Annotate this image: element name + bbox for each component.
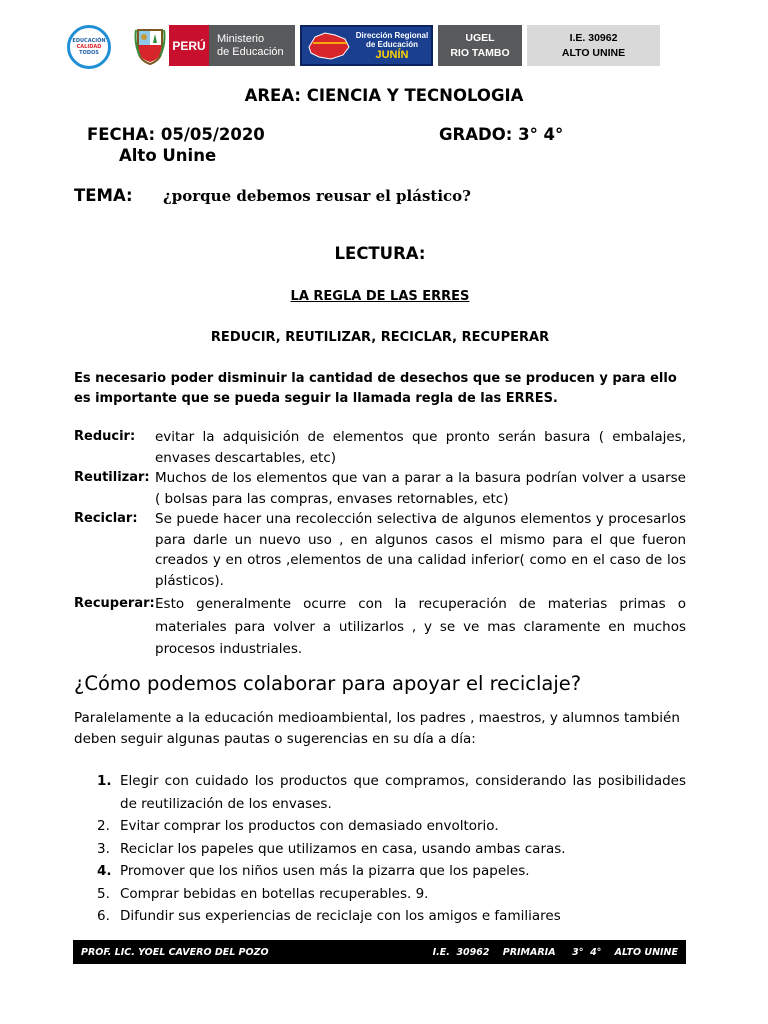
list-item bbox=[74, 905, 686, 928]
junin-map-icon bbox=[305, 29, 353, 63]
list-number: 4. bbox=[97, 863, 112, 879]
ministry-line: de Educación bbox=[217, 45, 284, 58]
topic-label: TEMA: bbox=[74, 186, 133, 205]
definition-term: Reciclar: bbox=[74, 511, 138, 526]
list-text: Elegir con cuidado los productos que compramos, considerando las posibilidades de reutilización de los envases. bbox=[120, 773, 686, 812]
definition-term: Recuperar: bbox=[74, 596, 155, 611]
list-text: Comprar bebidas en botellas recuperables. 9. bbox=[120, 885, 429, 902]
ugel-line: RIO TAMBO bbox=[450, 46, 510, 59]
ministry-line: Ministerio bbox=[217, 32, 265, 45]
definition-term: Reducir: bbox=[74, 429, 136, 444]
area-title: AREA: CIENCIA Y TECNOLOGIA bbox=[244, 86, 524, 105]
reading-heading: LECTURA: bbox=[334, 244, 426, 263]
dre-junin-logo bbox=[300, 25, 433, 66]
list-item bbox=[74, 770, 686, 815]
ugel-badge bbox=[438, 25, 522, 66]
definition-reutilizar bbox=[74, 468, 686, 509]
definition-text: Se puede hacer una recolección selectiva de algunos elementos y procesarlos para darle un nuevo uso , en algunos casos el mismo para el que fueron creados y en otros ,elementos de una calidad inferior( como en el caso de los plásticos). bbox=[155, 511, 686, 589]
logo-line: EDUCACIÓN bbox=[72, 38, 106, 44]
dre-region: JUNÍN bbox=[375, 48, 409, 61]
list-item bbox=[74, 815, 686, 838]
definition-text: evitar la adquisición de elementos que pronto serán basura ( embalajes, envases descartables, etc) bbox=[155, 429, 686, 466]
list-number: 5. bbox=[97, 885, 110, 902]
list-text: Reciclar los papeles que utilizamos en casa, usando ambas caras. bbox=[120, 840, 566, 857]
dre-text bbox=[353, 31, 431, 61]
logo-line: CALIDAD bbox=[76, 44, 102, 50]
footer-school: I.E. 30962 PRIMARIA 3° 4° ALTO UNINE bbox=[432, 946, 678, 958]
suggestions-list bbox=[74, 770, 686, 928]
list-item bbox=[74, 883, 686, 906]
topic-value: ¿porque debemos reusar el plástico? bbox=[163, 187, 471, 205]
list-number: 6. bbox=[97, 908, 110, 924]
definition-reciclar bbox=[74, 509, 686, 591]
ugel-line: UGEL bbox=[465, 31, 495, 44]
list-item bbox=[74, 838, 686, 861]
dre-line: Dirección Regional bbox=[355, 30, 429, 40]
list-text: Difundir sus experiencias de reciclaje con los amigos e familiares bbox=[120, 908, 561, 924]
definition-recuperar bbox=[74, 593, 686, 661]
place-label: Alto Unine bbox=[119, 146, 217, 165]
education-quality-logo bbox=[67, 25, 111, 69]
list-number: 1. bbox=[97, 773, 112, 789]
page-footer bbox=[73, 940, 686, 964]
footer-author: PROF. LIC. YOEL CAVERO DEL POZO bbox=[81, 946, 269, 958]
rrr-subtitle: REDUCIR, REUTILIZAR, RECICLAR, RECUPERAR bbox=[210, 330, 550, 345]
ministry-brand bbox=[209, 25, 295, 66]
definition-text: Muchos de los elementos que van a parar a la basura podrían volver a usarse ( bolsas para las compras, envases retornables, etc) bbox=[155, 470, 686, 507]
section-heading: ¿Cómo podemos colaborar para apoyar el reciclaje? bbox=[74, 672, 582, 695]
rule-title: LA REGLA DE LAS ERRES bbox=[290, 289, 470, 304]
list-text: Promover que los niños usen más la pizarra que los papeles. bbox=[120, 863, 530, 879]
school-line: ALTO UNINE bbox=[561, 46, 626, 59]
list-number: 3. bbox=[97, 840, 110, 857]
dre-line: de Educación bbox=[365, 39, 418, 49]
logo-line: TODOS bbox=[79, 50, 99, 56]
definition-reducir bbox=[74, 427, 686, 468]
definition-term: Reutilizar: bbox=[74, 470, 150, 485]
intro-paragraph: Es necesario poder disminuir la cantidad de desechos que se producen y para ello es importante que se pueda seguir la llamada regla de las ERRES. bbox=[74, 371, 677, 406]
list-text: Evitar comprar los productos con demasiado envoltorio. bbox=[120, 818, 499, 834]
school-line: I.E. 30962 bbox=[569, 31, 618, 44]
peru-brand: PERÚ bbox=[169, 25, 209, 66]
grade-label: GRADO: 3° 4° bbox=[439, 125, 564, 144]
list-item bbox=[74, 860, 686, 883]
school-badge bbox=[527, 25, 660, 66]
section-paragraph: Paralelamente a la educación medioambiental, los padres , maestros, y alumnos también deben seguir algunas pautas o sugerencias en su día a día: bbox=[74, 710, 680, 747]
definition-text: Esto generalmente ocurre con la recuperación de materias primas o materiales para volver a utilizarlos , y se ve mas claramente en muchos procesos industriales. bbox=[155, 596, 686, 657]
date-label: FECHA: 05/05/2020 bbox=[87, 125, 265, 144]
peru-coat-of-arms-icon bbox=[134, 26, 166, 66]
list-number: 2. bbox=[97, 818, 110, 834]
